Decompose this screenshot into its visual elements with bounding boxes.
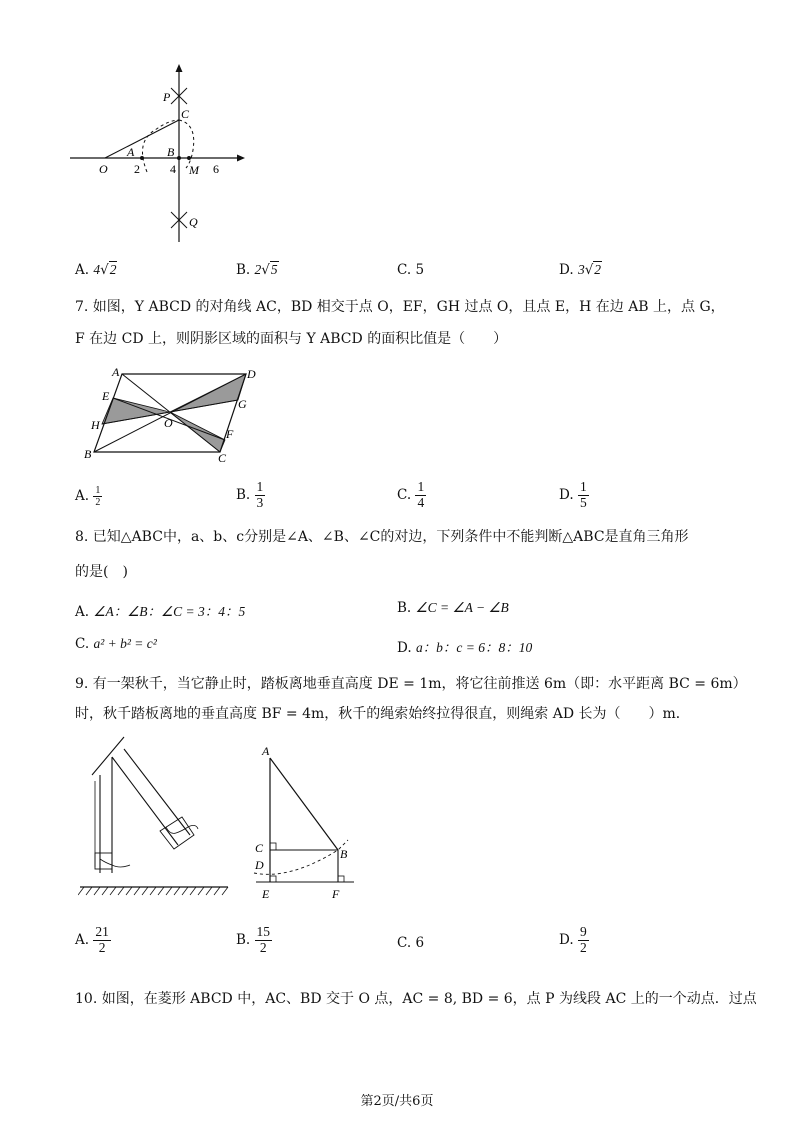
q9-label-F: F — [332, 887, 340, 901]
q9-figure — [250, 740, 360, 905]
q8-option-b[interactable]: B. ∠C = ∠A − ∠B — [397, 600, 509, 616]
q7-option-d[interactable]: D. $\frac{1}{5}$ — [559, 479, 587, 510]
q7-text-line2: F 在边 CD 上，则阴影区域的面积与 Y ABCD 的面积比值是（ ） — [75, 331, 508, 347]
q7-label-B: B — [84, 447, 92, 461]
q9-label-E: E — [262, 887, 270, 901]
swing-drawing — [78, 735, 238, 905]
q6-option-c[interactable]: C. 5 — [397, 262, 425, 278]
q6-label-O: O — [99, 162, 108, 176]
q6-option-a[interactable]: A. 4√2 — [75, 262, 117, 278]
q7-label-E: E — [102, 389, 110, 403]
q9-option-d[interactable]: D. $\frac{9}{2}$ — [559, 924, 587, 955]
q9-option-a[interactable]: A. $\frac{21}{2}$ — [75, 924, 109, 955]
q6-label-6: 6 — [213, 162, 219, 176]
q8-text-line1: 8. 已知△ABC中，a、b、c分别是∠A、∠B、∠C的对边，下列条件中不能判断△ABC是直角三角形 — [75, 529, 689, 545]
q9-text-line2: 时，秋千踏板离地的垂直高度 BF = 4m，秋千的绳索始终拉得很直，则绳索 AD 长为（ ）m． — [75, 706, 690, 722]
q7-label-D: D — [247, 367, 256, 381]
q6-label-2: 2 — [134, 162, 140, 176]
q7-label-F: F — [226, 427, 234, 441]
q8-option-c[interactable]: C. a² + b² = c² — [75, 636, 157, 652]
q7-text-line1: 7. 如图，Y ABCD 的对角线 AC，BD 相交于点 O，EF，GH 过点 O，且点 E，H 在边 AB 上，点 G， — [75, 299, 725, 315]
page-footer: 第2页/共6页 — [360, 1094, 434, 1109]
q9-text-line1: 9. 有一架秋千，当它静止时，踏板离地垂直高度 DE = 1m，将它往前推送 6m（即：水平距离 BC = 6m） — [75, 676, 747, 692]
q7-option-b[interactable]: B. $\frac{1}{3}$ — [236, 479, 264, 510]
q6-option-b[interactable]: B. 2√5 — [236, 262, 278, 278]
q6-label-M: M — [189, 163, 199, 177]
q6-label-C: C — [181, 107, 190, 121]
q7-label-O: O — [164, 416, 173, 430]
q7-label-H: H — [91, 418, 100, 432]
q6-label-B: B — [167, 145, 175, 159]
q9-option-c[interactable]: C. 6 — [397, 935, 425, 951]
q9-label-B: B — [340, 847, 348, 861]
q6-label-4: 4 — [170, 162, 176, 176]
q7-figure — [80, 362, 260, 467]
q6-option-d[interactable]: D. 3√2 — [559, 262, 602, 278]
q7-label-A: A — [112, 365, 120, 379]
q6-label-A: A — [127, 145, 135, 159]
q6-figure — [65, 60, 255, 245]
q7-option-a[interactable]: A. $\frac{1}{2}$ — [75, 485, 101, 508]
q8-text-line2: 的是( ) — [75, 564, 128, 580]
q9-label-A: A — [262, 744, 270, 758]
q7-option-c[interactable]: C. $\frac{1}{4}$ — [397, 479, 425, 510]
q6-label-Q: Q — [189, 215, 198, 229]
q7-label-G: G — [238, 397, 247, 411]
q8-option-a[interactable]: A. ∠A：∠B：∠C = 3：4：5 — [75, 604, 246, 620]
q9-label-C: C — [255, 841, 264, 855]
q6-label-P: P — [163, 90, 171, 104]
q7-label-C: C — [218, 451, 227, 465]
q9-option-b[interactable]: B. $\frac{15}{2}$ — [236, 924, 271, 955]
q8-option-d[interactable]: D. a：b：c = 6：8：10 — [397, 640, 533, 656]
q10-text-line1: 10. 如图，在菱形 ABCD 中，AC、BD 交于 O 点，AC = 8, BD = 6，点 P 为线段 AC 上的一个动点．过点 — [75, 991, 757, 1007]
q9-label-D: D — [255, 858, 264, 872]
